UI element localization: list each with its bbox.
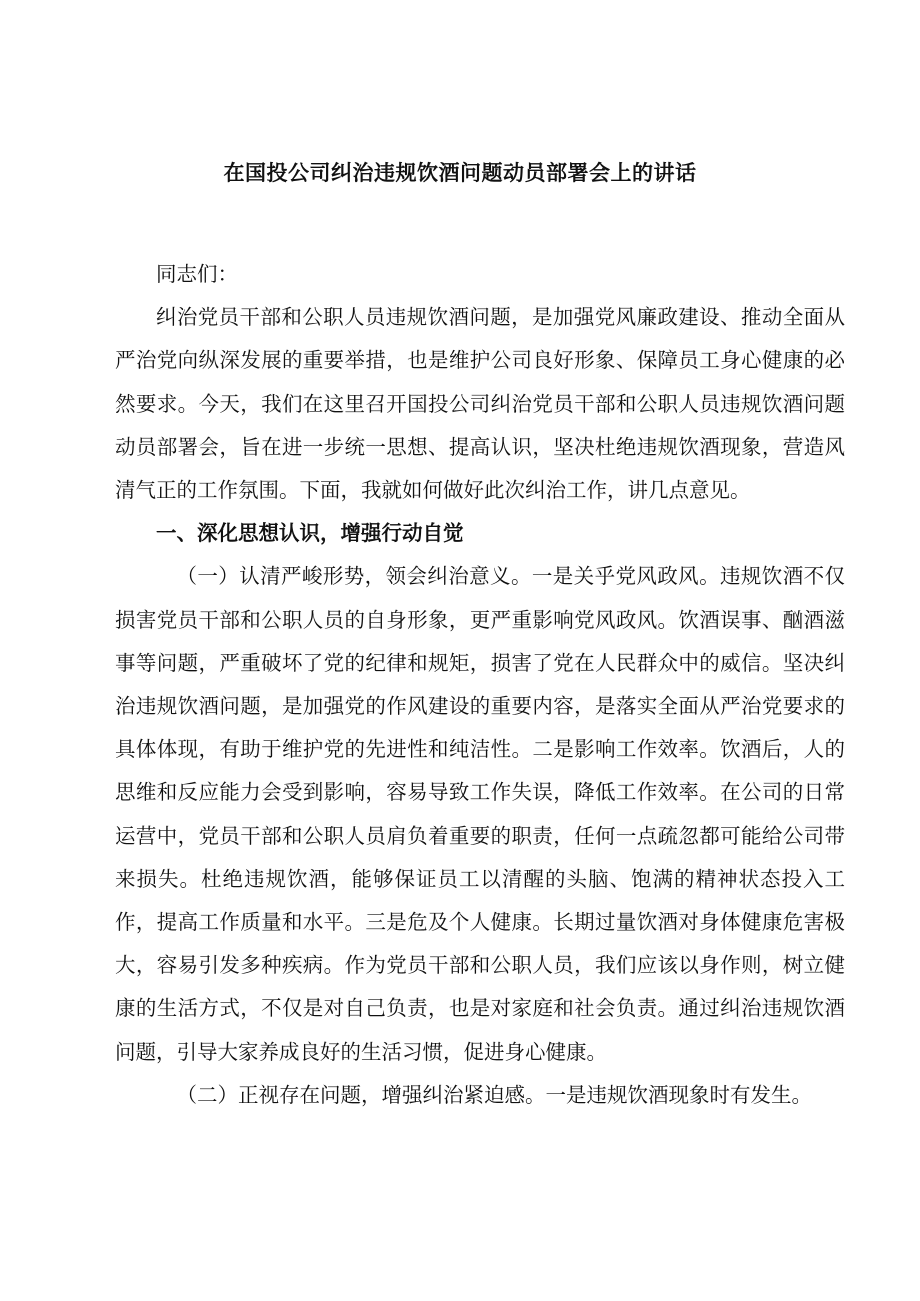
- section-heading-1: 一、深化思想认识，增强行动自觉: [156, 521, 464, 546]
- document-title: 在国投公司纠治违规饮酒问题动员部署会上的讲话: [223, 161, 697, 185]
- intro-paragraph: 纠治党员干部和公职人员违规饮酒问题，是加强党风廉政建设、推动全面从严治党向纵深发展的重要举措，也是维护公司良好形象、保障员工身心健康的必然要求。今天，我们在这里召开国投公司纠治党员干部和公职人员违规饮酒问题动员部署会，旨在进一步统一思想、提高认识，坚决杜绝违规饮酒现象，营造风清气正的工作氛围。下面，我就如何做好此次纠治工作，讲几点意见。: [115, 305, 845, 503]
- section-1-paragraph-2: （二）正视存在问题，增强纠治紧迫感。一是违规饮酒现象时有发生。: [176, 1082, 812, 1107]
- salutation: 同志们：: [156, 262, 238, 286]
- section-1-paragraph-1: （一）认清严峻形势，领会纠治意义。一是关乎党风政风。违规饮酒不仅损害党员干部和公职人员的自身形象，更严重影响党风政风。饮酒误事、酗酒滋事等问题，严重破坏了党的纪律和规矩，损害了党在人民群众中的威信。坚决纠治违规饮酒问题，是加强党的作风建设的重要内容，是落实全面从严治党要求的具体体现，有助于维护党的先进性和纯洁性。二是影响工作效率。饮酒后，人的思维和反应能力会受到影响，容易导致工作失误，降低工作效率。在公司的日常运营中，党员干部和公职人员肩负着重要的职责，任何一点疏忽都可能给公司带来损失。杜绝违规饮酒，能够保证员工以清醒的头脑、饱满的精神状态投入工作，提高工作质量和水平。三是危及个人健康。长期过量饮酒对身体健康危害极大，容易引发多种疾病。作为党员干部和公职人员，我们应该以身作则，树立健康的生活方式，不仅是对自己负责，也是对家庭和社会负责。通过纠治违规饮酒问题，引导大家养成良好的生活习惯，促进身心健康。: [115, 564, 845, 1064]
- document-body: [115, 253, 845, 1117]
